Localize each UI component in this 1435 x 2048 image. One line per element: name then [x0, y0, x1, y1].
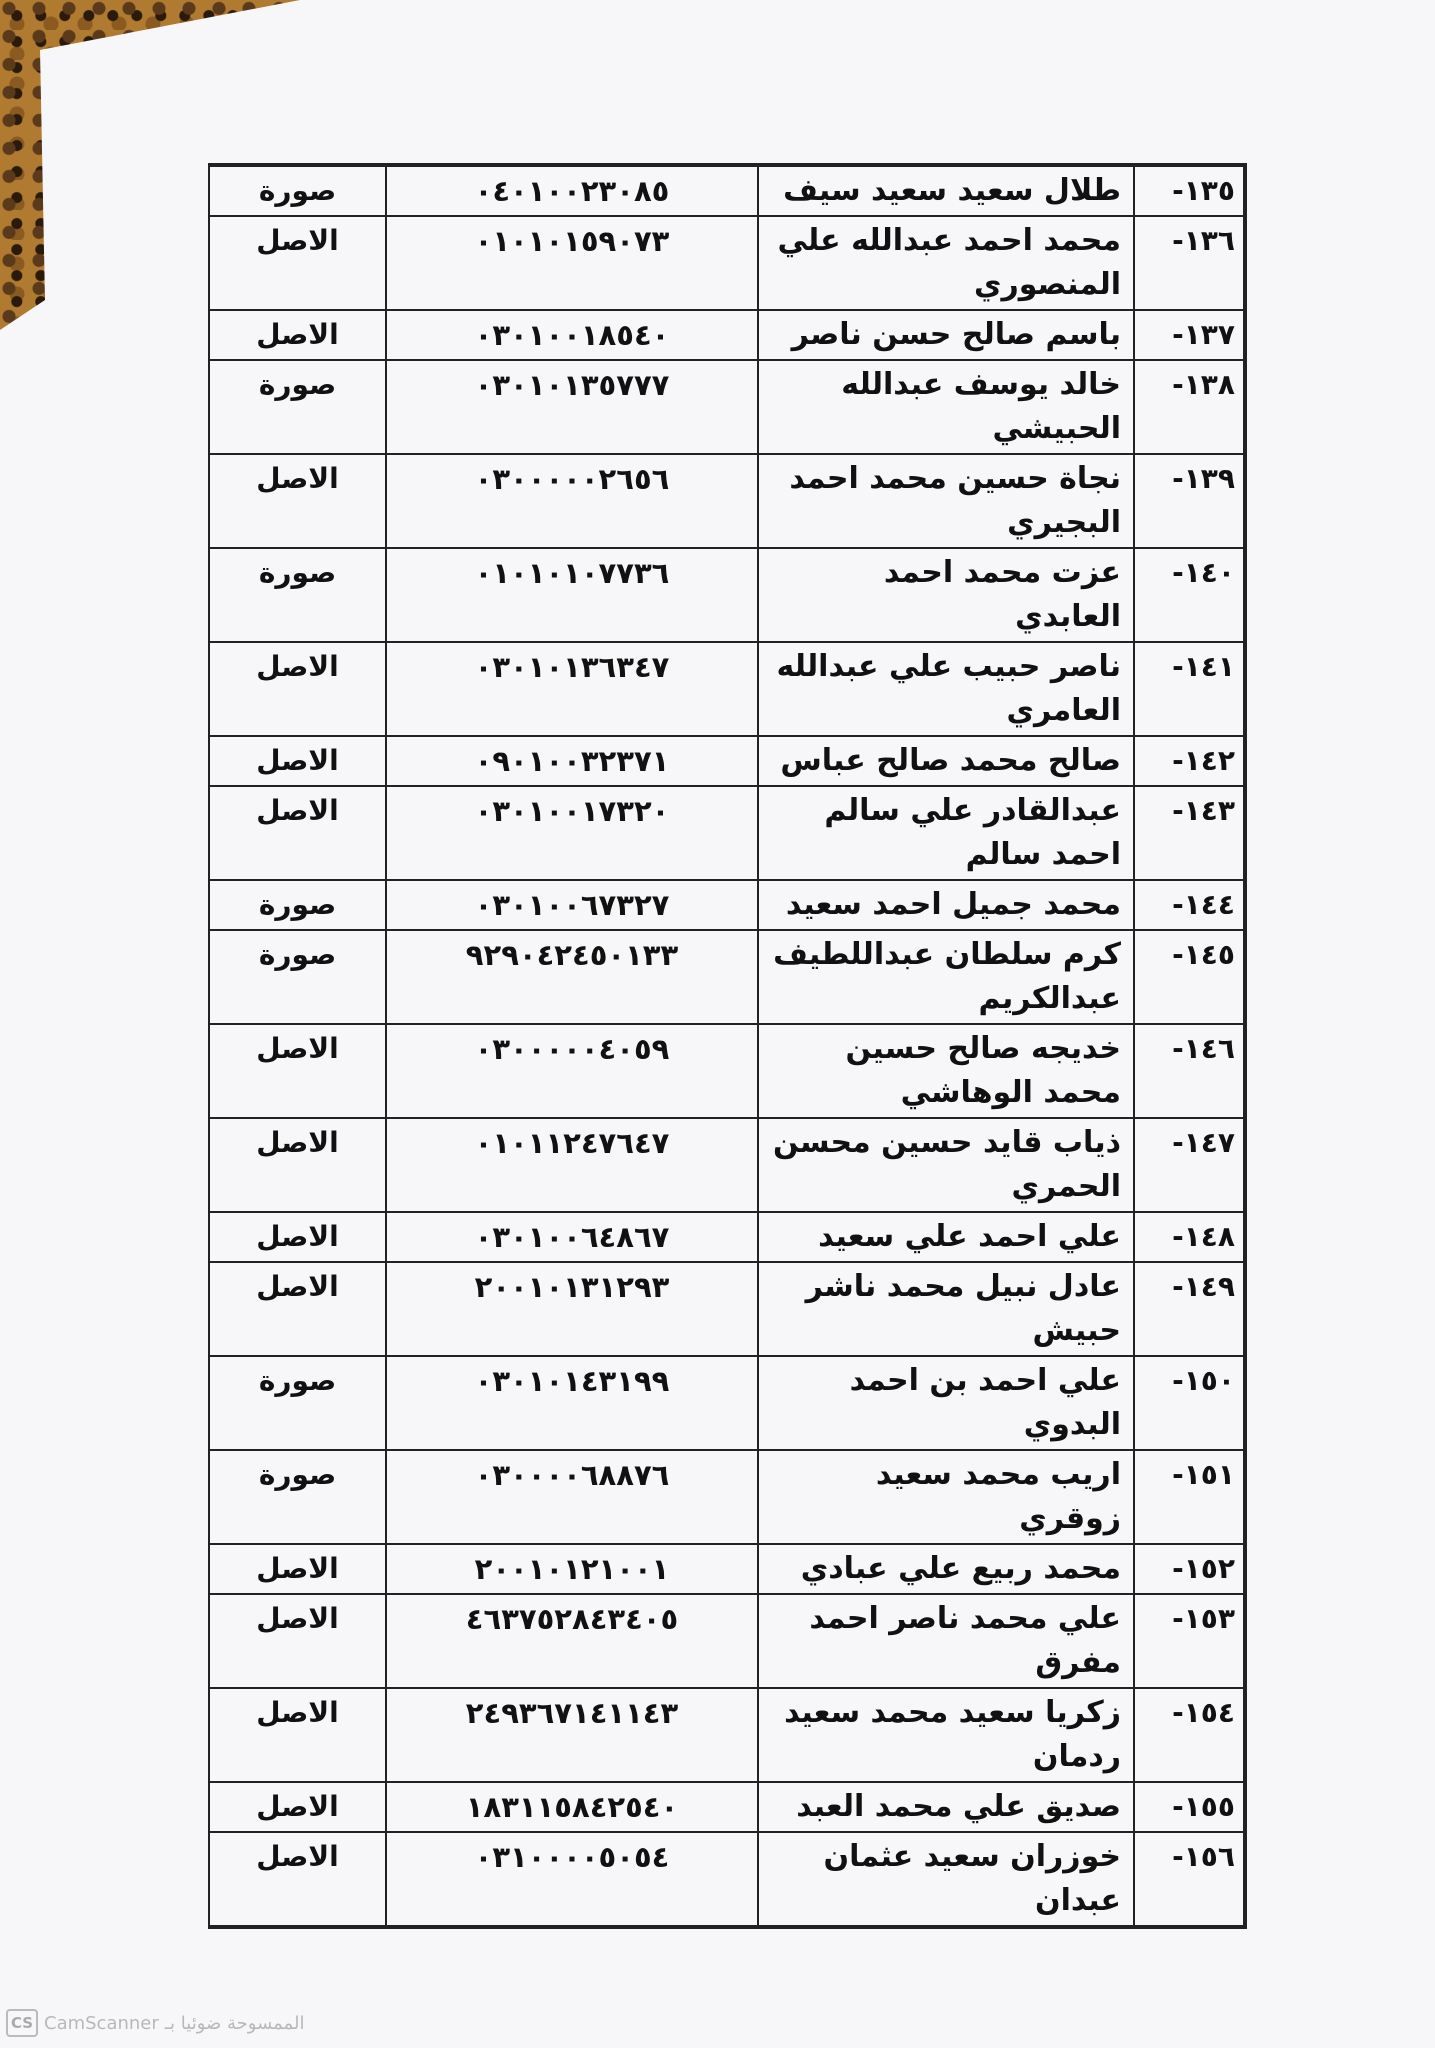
person-name: علي احمد بن احمد البدوي [758, 1356, 1134, 1450]
id-number: ٠١٠١٠١٥٩٠٧٣ [386, 216, 758, 310]
person-name: خالد يوسف عبدالله الحبيشي [758, 360, 1134, 454]
document-type: صورة [209, 880, 386, 930]
id-number: ٠٣٠٠٠٠٠٢٦٥٦ [386, 454, 758, 548]
table-row [209, 216, 1244, 310]
table-row [209, 1356, 1244, 1450]
document-type: الاصل [209, 454, 386, 548]
document-type: الاصل [209, 1212, 386, 1262]
row-number: ١٤٠- [1134, 548, 1244, 642]
table-row [209, 1688, 1244, 1782]
table-row [209, 880, 1244, 930]
row-number: ١٥٤- [1134, 1688, 1244, 1782]
document-type: الاصل [209, 786, 386, 880]
id-number: ٢٠٠١٠١٣١٢٩٣ [386, 1262, 758, 1356]
id-number: ٢٤٩٣٦٧١٤١١٤٣ [386, 1688, 758, 1782]
table-row [209, 548, 1244, 642]
row-number: ١٥١- [1134, 1450, 1244, 1544]
document-type: صورة [209, 548, 386, 642]
table-row [209, 166, 1244, 216]
person-name: كرم سلطان عبداللطيف عبدالكريم [758, 930, 1134, 1024]
document-type: الاصل [209, 310, 386, 360]
table-row [209, 1118, 1244, 1212]
person-name: خديجه صالح حسين محمد الوهاشي [758, 1024, 1134, 1118]
person-name: طلال سعيد سعيد سيف [758, 166, 1134, 216]
table-row [209, 1544, 1244, 1594]
person-name: صديق علي محمد العبد [758, 1782, 1134, 1832]
person-name: محمد جميل احمد سعيد [758, 880, 1134, 930]
id-number: ٠٤٠١٠٠٢٣٠٨٥ [386, 166, 758, 216]
id-number: ٤٦٣٧٥٢٨٤٣٤٠٥ [386, 1594, 758, 1688]
row-number: ١٤٦- [1134, 1024, 1244, 1118]
row-number: ١٤٧- [1134, 1118, 1244, 1212]
row-number: ١٣٥- [1134, 166, 1244, 216]
table-row [209, 642, 1244, 736]
document-type: الاصل [209, 1024, 386, 1118]
person-name: عادل نبيل محمد ناشر حبيش [758, 1262, 1134, 1356]
table-row [209, 1832, 1244, 1926]
camscanner-logo-icon: CS [6, 2009, 38, 2037]
table-row [209, 786, 1244, 880]
table-row [209, 1024, 1244, 1118]
person-name: باسم صالح حسن ناصر [758, 310, 1134, 360]
person-name: اريب محمد سعيد زوقري [758, 1450, 1134, 1544]
person-name: عزت محمد احمد العابدي [758, 548, 1134, 642]
id-number: ٠٣٠١٠٠٦٧٣٢٧ [386, 880, 758, 930]
names-table [208, 163, 1247, 1929]
table-row [209, 1782, 1244, 1832]
table-row [209, 1594, 1244, 1688]
document-type: الاصل [209, 1782, 386, 1832]
table-row [209, 360, 1244, 454]
footer-brand: CamScanner [44, 2012, 159, 2034]
person-name: نجاة حسين محمد احمد البجيري [758, 454, 1134, 548]
row-number: ١٤٢- [1134, 736, 1244, 786]
row-number: ١٤٣- [1134, 786, 1244, 880]
person-name: ذياب قايد حسين محسن الحمري [758, 1118, 1134, 1212]
row-number: ١٣٩- [1134, 454, 1244, 548]
person-name: محمد احمد عبدالله علي المنصوري [758, 216, 1134, 310]
id-number: ٠٣٠٠٠٠٠٤٠٥٩ [386, 1024, 758, 1118]
row-number: ١٤٤- [1134, 880, 1244, 930]
document-type: الاصل [209, 1118, 386, 1212]
id-number: ٠٣٠١٠٠١٧٣٢٠ [386, 786, 758, 880]
id-number: ٠١٠١٠١٠٧٧٣٦ [386, 548, 758, 642]
id-number: ٠٣٠١٠١٣٥٧٧٧ [386, 360, 758, 454]
document-type: الاصل [209, 1832, 386, 1926]
person-name: علي احمد علي سعيد [758, 1212, 1134, 1262]
person-name: صالح محمد صالح عباس [758, 736, 1134, 786]
document-type: الاصل [209, 1544, 386, 1594]
person-name: ناصر حبيب علي عبدالله العامري [758, 642, 1134, 736]
document-type: صورة [209, 1356, 386, 1450]
id-number: ٠٣٠١٠٠١٨٥٤٠ [386, 310, 758, 360]
row-number: ١٤٩- [1134, 1262, 1244, 1356]
document-type: الاصل [209, 1594, 386, 1688]
document-type: الاصل [209, 1688, 386, 1782]
footer-caption: الممسوحة ضوئيا بـ [164, 2012, 305, 2034]
id-number: ٠١٠١١٢٤٧٦٤٧ [386, 1118, 758, 1212]
id-number: ٠٣٠١٠٠٦٤٨٦٧ [386, 1212, 758, 1262]
person-name: خوزران سعيد عثمان عبدان [758, 1832, 1134, 1926]
row-number: ١٣٦- [1134, 216, 1244, 310]
person-name: زكريا سعيد محمد سعيد ردمان [758, 1688, 1134, 1782]
row-number: ١٤١- [1134, 642, 1244, 736]
id-number: ٠٣١٠٠٠٠٥٠٥٤ [386, 1832, 758, 1926]
table-row [209, 1450, 1244, 1544]
person-name: محمد ربيع علي عبادي [758, 1544, 1134, 1594]
document-type: الاصل [209, 642, 386, 736]
person-name: عبدالقادر علي سالم احمد سالم [758, 786, 1134, 880]
row-number: ١٥٣- [1134, 1594, 1244, 1688]
document-type: الاصل [209, 216, 386, 310]
id-number: ٠٩٠١٠٠٣٢٣٧١ [386, 736, 758, 786]
row-number: ١٥٥- [1134, 1782, 1244, 1832]
id-number: ١٨٣١١٥٨٤٢٥٤٠ [386, 1782, 758, 1832]
document-type: صورة [209, 166, 386, 216]
id-number: ٠٣٠١٠١٣٦٣٤٧ [386, 642, 758, 736]
row-number: ١٣٨- [1134, 360, 1244, 454]
document-type: صورة [209, 1450, 386, 1544]
document-type: الاصل [209, 1262, 386, 1356]
document-type: صورة [209, 930, 386, 1024]
row-number: ١٥٦- [1134, 1832, 1244, 1926]
row-number: ١٤٥- [1134, 930, 1244, 1024]
table-row [209, 310, 1244, 360]
id-number: ٠٣٠١٠١٤٣١٩٩ [386, 1356, 758, 1450]
table-body [209, 166, 1244, 1926]
row-number: ١٣٧- [1134, 310, 1244, 360]
row-number: ١٤٨- [1134, 1212, 1244, 1262]
document-type: الاصل [209, 736, 386, 786]
row-number: ١٥٢- [1134, 1544, 1244, 1594]
person-name: علي محمد ناصر احمد مفرق [758, 1594, 1134, 1688]
table-row [209, 1212, 1244, 1262]
table-row [209, 930, 1244, 1024]
id-number: ٩٢٩٠٤٢٤٥٠١٣٣ [386, 930, 758, 1024]
id-number: ٢٠٠١٠١٢١٠٠١ [386, 1544, 758, 1594]
id-number: ٠٣٠٠٠٠٦٨٨٧٦ [386, 1450, 758, 1544]
table-row [209, 1262, 1244, 1356]
table-row [209, 736, 1244, 786]
scanner-footer [6, 2008, 304, 2038]
row-number: ١٥٠- [1134, 1356, 1244, 1450]
table-row [209, 454, 1244, 548]
document-type: صورة [209, 360, 386, 454]
